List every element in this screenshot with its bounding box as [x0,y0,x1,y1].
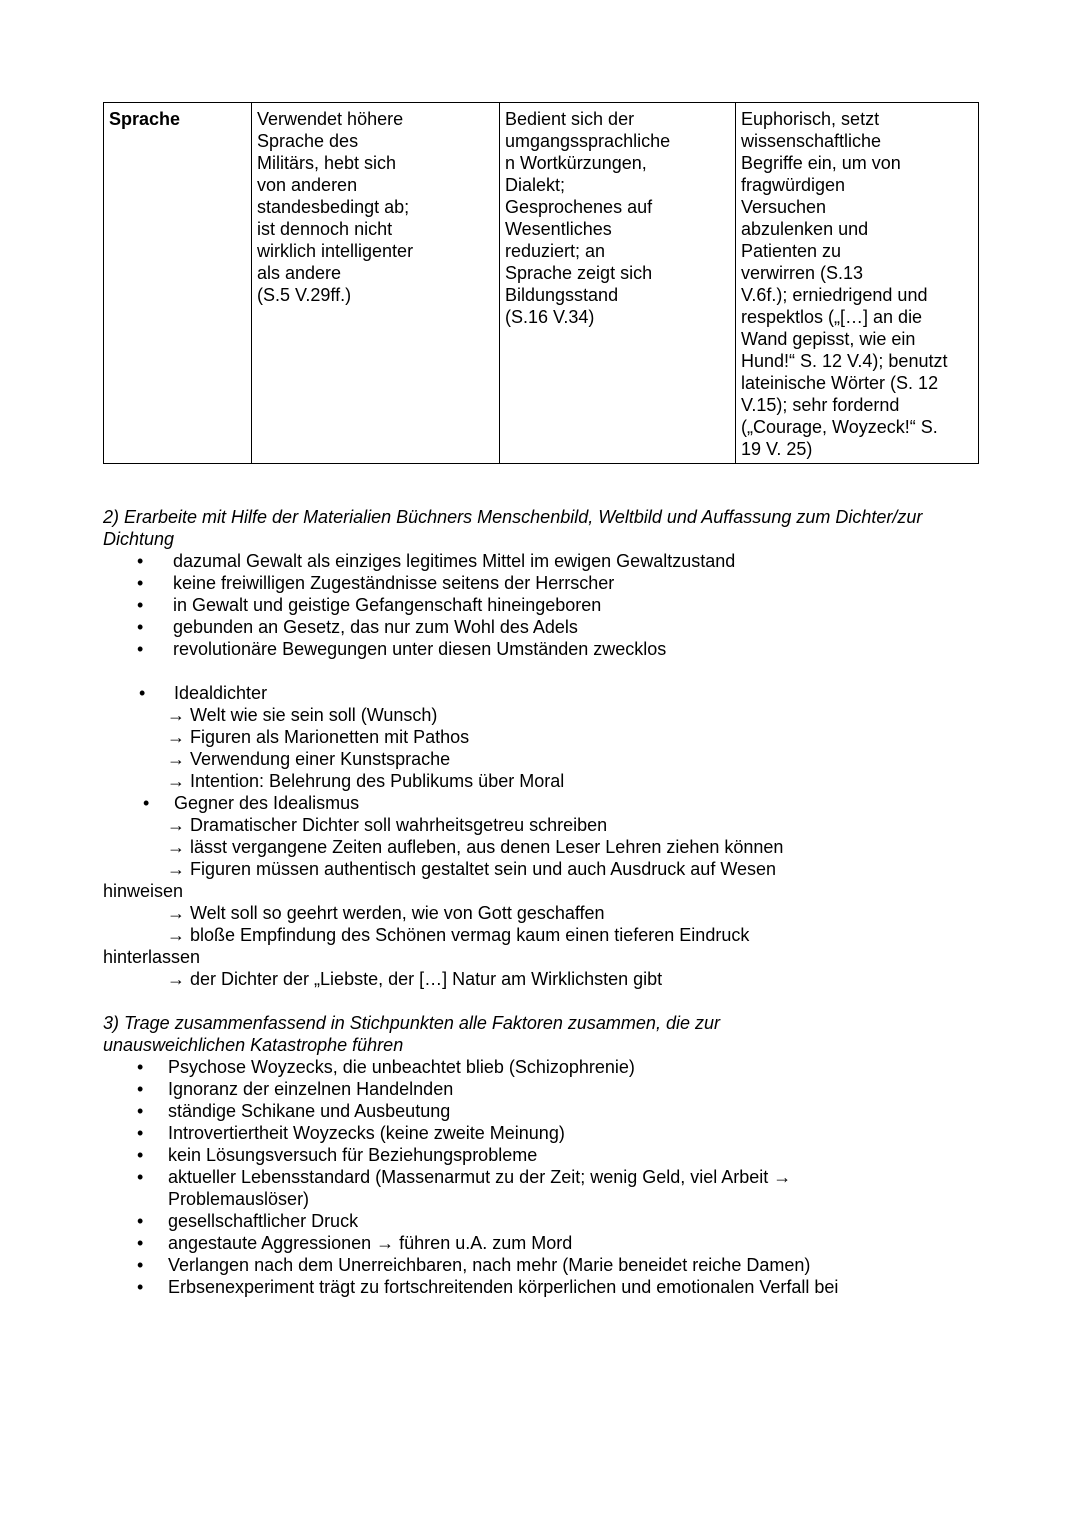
heading-line: 2) Erarbeite mit Hilfe der Materialien Büchners Menschenbild, Weltbild und Auffassung zum Dichter/zur [103,507,923,527]
heading-line: Dichtung [103,529,175,549]
cell-line: Verwendet höhere [257,109,404,129]
list-item-text: • Verlangen nach dem Unerreichbaren, nach mehr (Marie beneidet reiche Damen) [168,1255,811,1275]
gegner-point: → der Dichter der „Liebste, der […] Natur am Wirklichsten gibt [167,969,663,989]
list-item-text: • ständige Schikane und Ausbeutung [168,1101,451,1121]
gegner-point-continuation: hinweisen [103,881,184,901]
idealdichter-item: • Idealdichter [103,682,983,704]
list-item [103,1056,983,1078]
list-item-text: • Psychose Woyzecks, die unbeachtet blieb (Schizophrenie) [168,1057,635,1077]
gegner-point: → Welt soll so geehrt werden, wie von Gott geschaffen [167,903,605,923]
cell-line: Versuchen [741,197,827,217]
idealdichter-point: → Intention: Belehrung des Publikums über Moral [167,771,565,791]
task-3-bullet-list [103,1056,983,1298]
list-item [103,1232,983,1254]
list-item [103,1122,983,1144]
list-item-text: • aktueller Lebensstandard (Massenarmut zu der Zeit; wenig Geld, viel Arbeit → [168,1167,792,1187]
list-item-text: • angestaute Aggressionen → führen u.A. zum Mord [168,1233,573,1253]
cell-line: als andere [257,263,342,283]
gegner-point-continuation: hinterlassen [103,947,201,967]
list-item-text: • kein Lösungsversuch für Beziehungsprobleme [168,1145,538,1165]
document-page [103,102,983,1298]
cell-line: Bedient sich der [505,109,635,129]
gegner-point: → bloße Empfindung des Schönen vermag kaum einen tieferen Eindruck [167,925,750,945]
cell-line: Sprache des [257,131,359,151]
cell-line: Hund!“ S. 12 V.4); benutzt [741,351,948,371]
cell-line: n Wortkürzungen, [505,153,647,173]
cell-line: V.15); sehr fordernd [741,395,900,415]
language-comparison-table [103,102,979,464]
cell-line: Sprache zeigt sich [505,263,653,283]
idealdichter-point: → Welt wie sie sein soll (Wunsch) [167,705,438,725]
list-item [103,1254,983,1276]
cell-line: lateinische Wörter (S. 12 [741,373,939,393]
task-3-heading [103,1012,983,1056]
cell-line: (S.16 V.34) [505,307,595,327]
task-2-bullet-list [103,550,983,660]
list-item: • in Gewalt und geistige Gefangenschaft hineingeboren [103,594,983,616]
cell-line: Gesprochenes auf [505,197,653,217]
cell-line: umgangssprachliche [505,131,671,151]
cell-line: Wesentliches [505,219,612,239]
list-item: • revolutionäre Bewegungen unter diesen Umständen zwecklos [103,638,983,660]
cell-line: abzulenken und [741,219,869,239]
cell-line: respektlos („[…] an die [741,307,923,327]
cell-line: standesbedingt ab; [257,197,410,217]
cell-line: Wand gepisst, wie ein [741,329,916,349]
heading-line: 3) Trage zusammenfassend in Stichpunkten alle Faktoren zusammen, die zur [103,1013,720,1033]
list-item: • dazumal Gewalt als einziges legitimes Mittel im ewigen Gewaltzustand [103,550,983,572]
cell-line: wirklich intelligenter [257,241,414,261]
list-item [103,1276,983,1298]
list-item [103,1100,983,1122]
list-item-text: • gesellschaftlicher Druck [168,1211,359,1231]
cell-line: reduziert; an [505,241,606,261]
idealdichter-point: → Verwendung einer Kunstsprache [167,749,451,769]
cell-line: (S.5 V.29ff.) [257,285,352,305]
task-2-section [103,506,983,990]
gegner-point: → lässt vergangene Zeiten aufleben, aus denen Leser Lehren ziehen können [167,837,784,857]
list-item [103,1144,983,1166]
gegner-point: → Figuren müssen authentisch gestaltet sein und auch Ausdruck auf Wesen [167,859,777,879]
heading-line: unausweichlichen Katastrophe führen [103,1035,404,1055]
list-item [103,1166,983,1210]
cell-line: Patienten zu [741,241,842,261]
cell-line: Militärs, hebt sich [257,153,397,173]
cell-line: („Courage, Woyzeck!“ S. [741,417,938,437]
cell-line: Euphorisch, setzt [741,109,880,129]
cell-woyzeck [500,103,736,464]
list-item-text: • Erbsenexperiment trägt zu fortschreitenden körperlichen und emotionalen Verfall bei [168,1277,839,1297]
task-2-heading [103,506,983,550]
list-item: • gebunden an Gesetz, das nur zum Wohl des Adels [103,616,983,638]
row-header-sprache: Sprache [104,103,252,464]
table-row [104,103,979,464]
list-item-text: Problemauslöser) [168,1189,310,1209]
idealdichter-point: → Figuren als Marionetten mit Pathos [167,727,470,747]
cell-line: fragwürdigen [741,175,846,195]
cell-line: Bildungsstand [505,285,619,305]
cell-line: verwirren (S.13 [741,263,864,283]
list-item-text: • Introvertiertheit Woyzecks (keine zweite Meinung) [168,1123,565,1143]
cell-line: von anderen [257,175,358,195]
cell-line: Dialekt; [505,175,566,195]
task-3-section [103,1012,983,1298]
cell-line: ist dennoch nicht [257,219,393,239]
list-item [103,1078,983,1100]
cell-hauptmann [252,103,500,464]
cell-line: Begriffe ein, um von [741,153,901,173]
cell-line: V.6f.); erniedrigend und [741,285,928,305]
gegner-point: → Dramatischer Dichter soll wahrheitsgetreu schreiben [167,815,608,835]
cell-line: wissenschaftliche [741,131,882,151]
cell-line: 19 V. 25) [741,439,813,459]
cell-doktor [736,103,979,464]
gegner-idealismus-item: • Gegner des Idealismus [103,792,983,814]
list-item: • keine freiwilligen Zugeständnisse seitens der Herrscher [103,572,983,594]
list-item [103,1210,983,1232]
list-item-text: • Ignoranz der einzelnen Handelnden [168,1079,454,1099]
